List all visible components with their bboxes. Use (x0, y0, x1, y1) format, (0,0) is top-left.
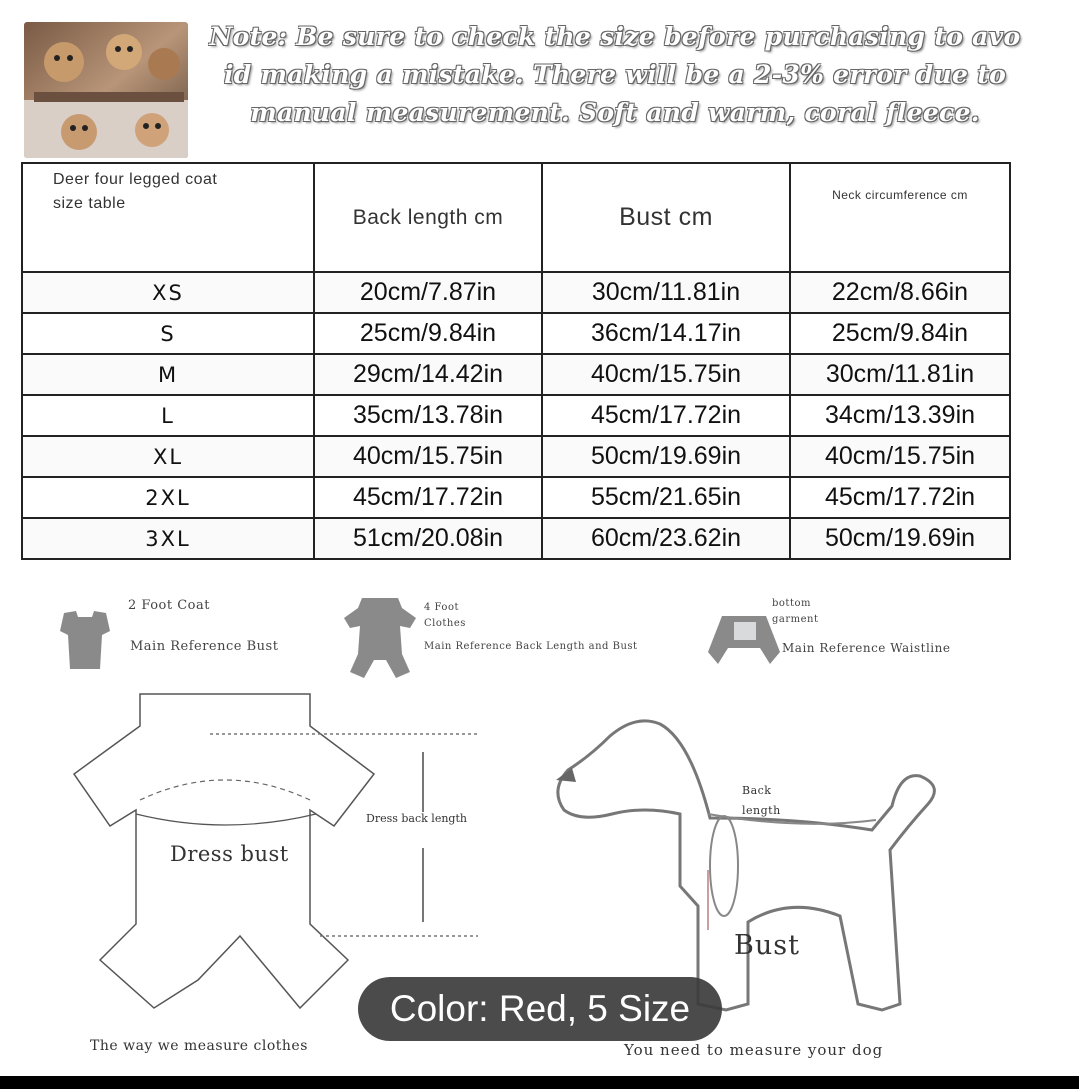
bust-cell: 50cm/19.69in (542, 436, 790, 477)
neck-cell: 40cm/15.75in (790, 436, 1010, 477)
caption-dog: You need to measure your dog (624, 1041, 884, 1059)
two-foot-ref: Main Reference Bust (130, 639, 279, 654)
table-row (22, 354, 1010, 395)
table-corner-label (22, 163, 314, 272)
size-cell: 3XL (22, 518, 314, 559)
note-line-3: manual measurement. Soft and warm, coral fleece. (250, 98, 980, 127)
four-foot-title (424, 600, 466, 632)
corner-line-2: size table (53, 195, 126, 212)
back-length-cell: 51cm/20.08in (314, 518, 542, 559)
note-line-1: Note: Be sure to check the size before purchasing to avo (209, 22, 1021, 51)
table-row (22, 518, 1010, 559)
column-header-neck: Neck circumference cm (790, 163, 1010, 272)
bottom-garment-title (772, 596, 819, 628)
neck-cell: 25cm/9.84in (790, 313, 1010, 354)
back-length-cell: 25cm/9.84in (314, 313, 542, 354)
four-foot-ref: Main Reference Back Length and Bust (424, 641, 638, 652)
back-length-line-1: Back (742, 784, 772, 797)
two-foot-coat-icon (50, 605, 120, 675)
back-length-label (742, 781, 781, 821)
color-size-badge[interactable]: Color: Red, 5 Size (358, 977, 722, 1041)
back-length-cell: 40cm/15.75in (314, 436, 542, 477)
four-foot-clothes-icon (340, 594, 420, 682)
table-row (22, 313, 1010, 354)
bottom-garment-ref: Main Reference Waistline (782, 641, 951, 655)
bust-cell: 55cm/21.65in (542, 477, 790, 518)
bottom-bar (0, 1076, 1079, 1089)
caption-clothes: The way we measure clothes (90, 1038, 308, 1054)
size-cell: L (22, 395, 314, 436)
table-header-row (22, 163, 1010, 272)
corner-line-1: Deer four legged coat (53, 171, 218, 188)
table-row (22, 395, 1010, 436)
bust-cell: 30cm/11.81in (542, 272, 790, 313)
back-length-cell: 20cm/7.87in (314, 272, 542, 313)
size-cell: XL (22, 436, 314, 477)
back-length-cell: 45cm/17.72in (314, 477, 542, 518)
size-note (205, 18, 1025, 132)
size-table (21, 162, 1011, 560)
table-row (22, 436, 1010, 477)
neck-cell: 50cm/19.69in (790, 518, 1010, 559)
bust-label: Bust (734, 930, 800, 961)
size-cell: M (22, 354, 314, 395)
table-row (22, 477, 1010, 518)
size-cell: 2XL (22, 477, 314, 518)
two-foot-title: 2 Foot Coat (128, 598, 210, 613)
column-header-back-length: Back length cm (314, 163, 542, 272)
four-foot-title-line-2: Clothes (424, 618, 466, 629)
dress-bust-label: Dress bust (170, 842, 289, 866)
bust-cell: 60cm/23.62in (542, 518, 790, 559)
size-cell: S (22, 313, 314, 354)
back-length-cell: 35cm/13.78in (314, 395, 542, 436)
back-length-cell: 29cm/14.42in (314, 354, 542, 395)
bust-cell: 40cm/15.75in (542, 354, 790, 395)
four-foot-title-line-1: 4 Foot (424, 602, 459, 613)
note-line-2: id making a mistake. There will be a 2-3% error due to (223, 60, 1007, 89)
bust-cell: 36cm/14.17in (542, 313, 790, 354)
table-row (22, 272, 1010, 313)
bottom-title-line-2: garment (772, 614, 819, 625)
dress-back-length-label: Dress back length (366, 812, 467, 825)
neck-cell: 22cm/8.66in (790, 272, 1010, 313)
back-length-line-2: length (742, 804, 781, 817)
bottom-title-line-1: bottom (772, 598, 811, 609)
bust-cell: 45cm/17.72in (542, 395, 790, 436)
product-photo (24, 22, 188, 158)
column-header-bust: Bust cm (542, 163, 790, 272)
neck-cell: 45cm/17.72in (790, 477, 1010, 518)
size-cell: XS (22, 272, 314, 313)
neck-cell: 30cm/11.81in (790, 354, 1010, 395)
neck-cell: 34cm/13.39in (790, 395, 1010, 436)
